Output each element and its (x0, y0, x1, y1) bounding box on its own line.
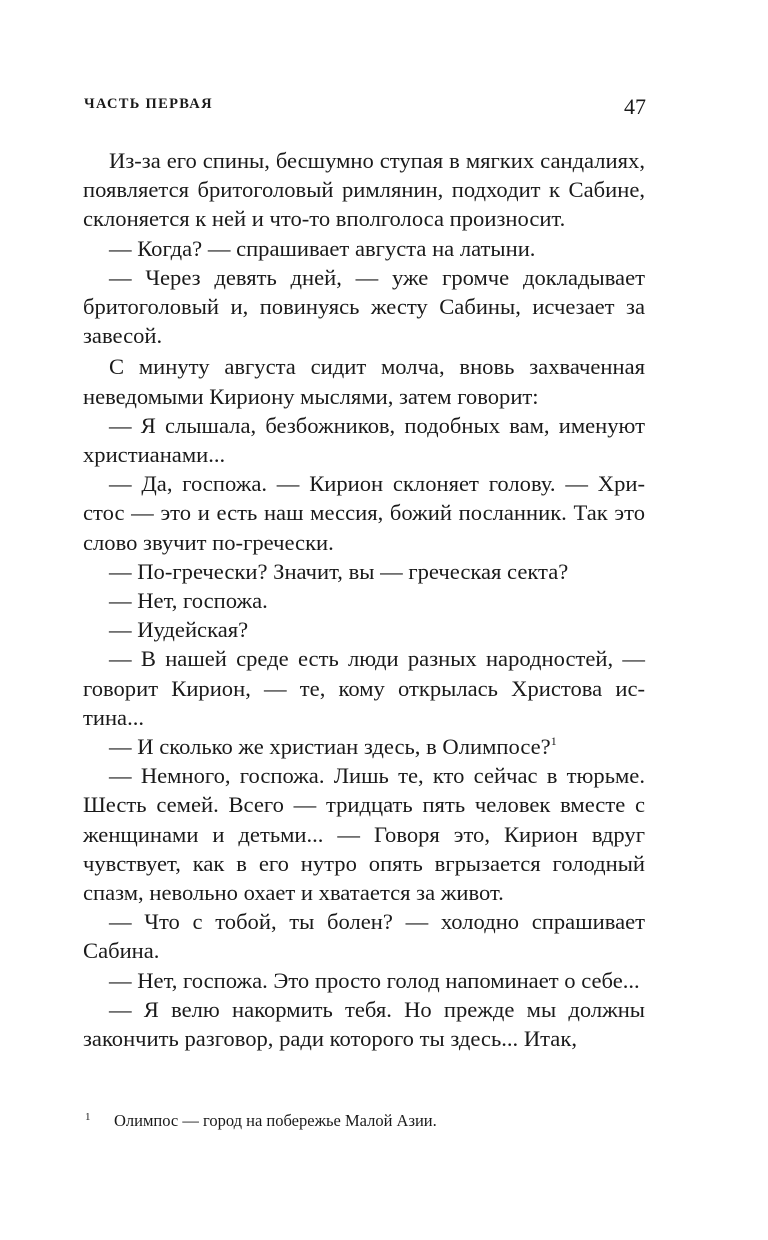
page-number: 47 (624, 94, 646, 119)
paragraph: — Я слышала, безбожников, подобных вам, именуют христианами... (83, 412, 645, 468)
footnote-reference: 1 (550, 734, 557, 749)
paragraph: — Да, госпожа. — Кирион склоняет голову. — Христос — это и есть наш мессия, божий посланник. Так это слово звучит по-гречески. (83, 471, 645, 555)
paragraph-text: — И сколько же христиан здесь, в Олимпосе? (109, 734, 551, 760)
paragraph: — По-гречески? Значит, вы — греческая секта? (109, 558, 569, 584)
paragraph: — Немного, госпожа. Лишь те, кто сейчас в тюрьме. Шесть семей. Всего — тридцать пять человек вместе с женщинами и детьми... — Говоря это, Кирион вдруг чувствует, как в его нутро опять вгрызается голодный спазм, невольно охает и хватается за живот. (83, 763, 645, 906)
paragraph: — Нет, госпожа. Это просто голод напоминает о себе... (109, 967, 640, 993)
paragraph: — Что с тобой, ты болен? — холодно спрашивает Сабина. (83, 909, 645, 964)
chapter-title: ЧАСТЬ ПЕРВАЯ (84, 96, 213, 112)
paragraph: Из-за его спины, бесшумно ступая в мягких сандалиях, появляется бритоголовый римлянин, подходит к Сабине, склоняется к ней и что-то вполголоса произносит. (83, 148, 645, 232)
footnote-text: Олимпос — город на побережье Малой Азии. (114, 1111, 437, 1130)
paragraph: — Нет, госпожа. (109, 588, 268, 614)
body-text (83, 146, 645, 1053)
paragraph: — Я велю накормить тебя. Но прежде мы должны закончить разговор, ради которого ты здесь... Итак, (83, 996, 645, 1052)
paragraph: С минуту августа сидит молча, вновь захваченная неведомыми Кириону мыслями, затем говорит: (83, 354, 645, 409)
paragraph: — Через девять дней, — уже громче докладывает бритоголовый и, повинуясь жесту Сабины, исчезает за завесой. (83, 264, 645, 349)
running-header (84, 96, 644, 126)
paragraph: — Иудейская? (109, 617, 249, 643)
footnote-marker: 1 (85, 1111, 91, 1123)
paragraph (83, 732, 645, 761)
paragraph: — Когда? — спрашивает августа на латыни. (109, 235, 536, 261)
paragraph: — В нашей среде есть люди разных народностей, — говорит Кирион, — те, кому открылась Христова истина... (83, 646, 645, 730)
